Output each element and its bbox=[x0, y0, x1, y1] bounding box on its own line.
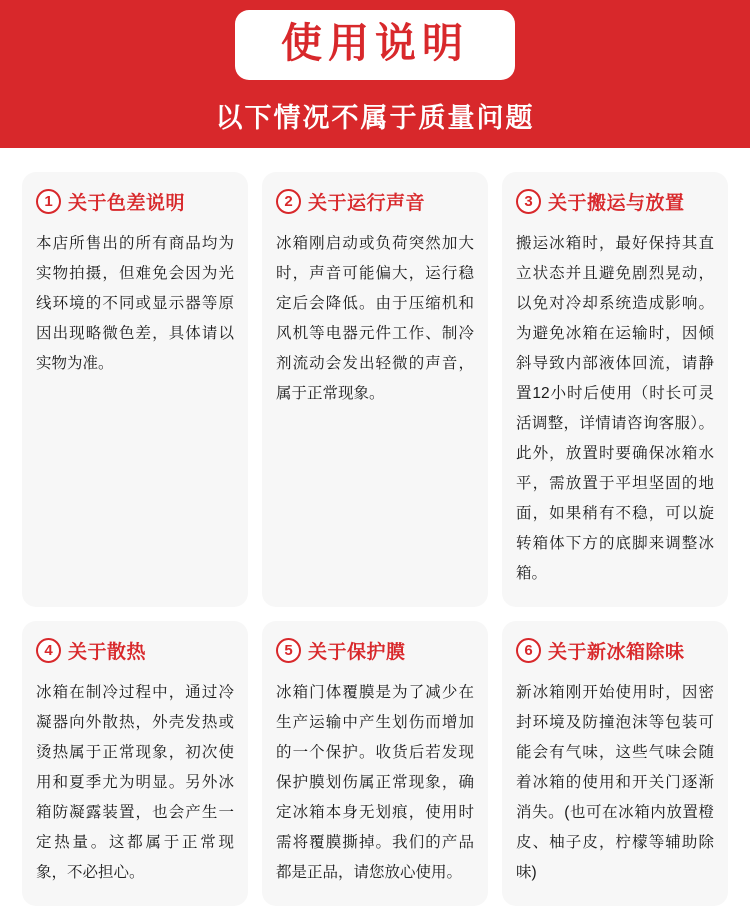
card-body-text: 冰箱门体覆膜是为了减少在生产运输中产生划伤而增加的一个保护。收货后若发现保护膜划伤属正常现象，确定冰箱本身无划痕，使用时需将覆膜撕掉。我们的产品都是正品，请您放心使用。 bbox=[276, 684, 474, 881]
info-card-6 bbox=[502, 621, 728, 906]
card-header bbox=[276, 188, 474, 215]
card-header bbox=[516, 188, 714, 215]
card-body-text: 新冰箱刚开始使用时，因密封环境及防撞泡沫等包装可能会有气味，这些气味会随着冰箱的使用和开关门逐渐消失。(也可在冰箱内放置橙皮、柚子皮，柠檬等辅助除味) bbox=[516, 684, 714, 881]
page-subtitle: 以下情况不属于质量问题 bbox=[215, 103, 535, 133]
info-card-2 bbox=[262, 172, 488, 607]
card-number-badge: 1 bbox=[36, 189, 61, 214]
card-title: 关于保护膜 bbox=[308, 642, 406, 663]
card-body-text: 搬运冰箱时，最好保持其直立状态并且避免剧烈晃动，以免对冷却系统造成影响。为避免冰箱在运输时，因倾斜导致内部液体回流，请静置12小时后使用（时长可灵活调整，详情请咨询客服）。此外，放置时要确保冰箱水平，需放置于平坦坚固的地面，如果稍有不稳，可以旋转箱体下方的底脚来调整冰箱。 bbox=[516, 235, 714, 582]
header-banner bbox=[0, 0, 750, 148]
card-number-badge: 4 bbox=[36, 638, 61, 663]
card-header bbox=[36, 637, 234, 664]
card-header bbox=[276, 637, 474, 664]
card-header bbox=[516, 637, 714, 664]
info-card-4 bbox=[22, 621, 248, 906]
info-card-5 bbox=[262, 621, 488, 906]
card-title: 关于搬运与放置 bbox=[548, 193, 685, 214]
info-card-3 bbox=[502, 172, 728, 607]
card-title: 关于新冰箱除味 bbox=[548, 642, 685, 663]
banner-title-box bbox=[235, 10, 515, 80]
card-number-badge: 5 bbox=[276, 638, 301, 663]
card-body-text: 冰箱刚启动或负荷突然加大时，声音可能偏大，运行稳定后会降低。由于压缩机和风机等电器元件工作、制冷剂流动会发出轻微的声音，属于正常现象。 bbox=[276, 235, 474, 402]
cards-grid bbox=[22, 172, 728, 906]
card-body-text: 冰箱在制冷过程中，通过冷凝器向外散热，外壳发热或烫热属于正常现象，初次使用和夏季尤为明显。另外冰箱防凝露装置，也会产生一定热量。这都属于正常现象，不必担心。 bbox=[36, 684, 234, 881]
card-number-badge: 2 bbox=[276, 189, 301, 214]
card-header bbox=[36, 188, 234, 215]
card-title: 关于运行声音 bbox=[308, 193, 426, 214]
card-number-badge: 6 bbox=[516, 638, 541, 663]
info-card-1 bbox=[22, 172, 248, 607]
card-body-text: 本店所售出的所有商品均为实物拍摄，但难免会因为光线环境的不同或显示器等原因出现略微色差，具体请以实物为准。 bbox=[36, 235, 234, 372]
page-title: 使用说明 bbox=[281, 20, 469, 66]
card-title: 关于散热 bbox=[68, 642, 147, 663]
card-number-badge: 3 bbox=[516, 189, 541, 214]
card-title: 关于色差说明 bbox=[68, 193, 186, 214]
